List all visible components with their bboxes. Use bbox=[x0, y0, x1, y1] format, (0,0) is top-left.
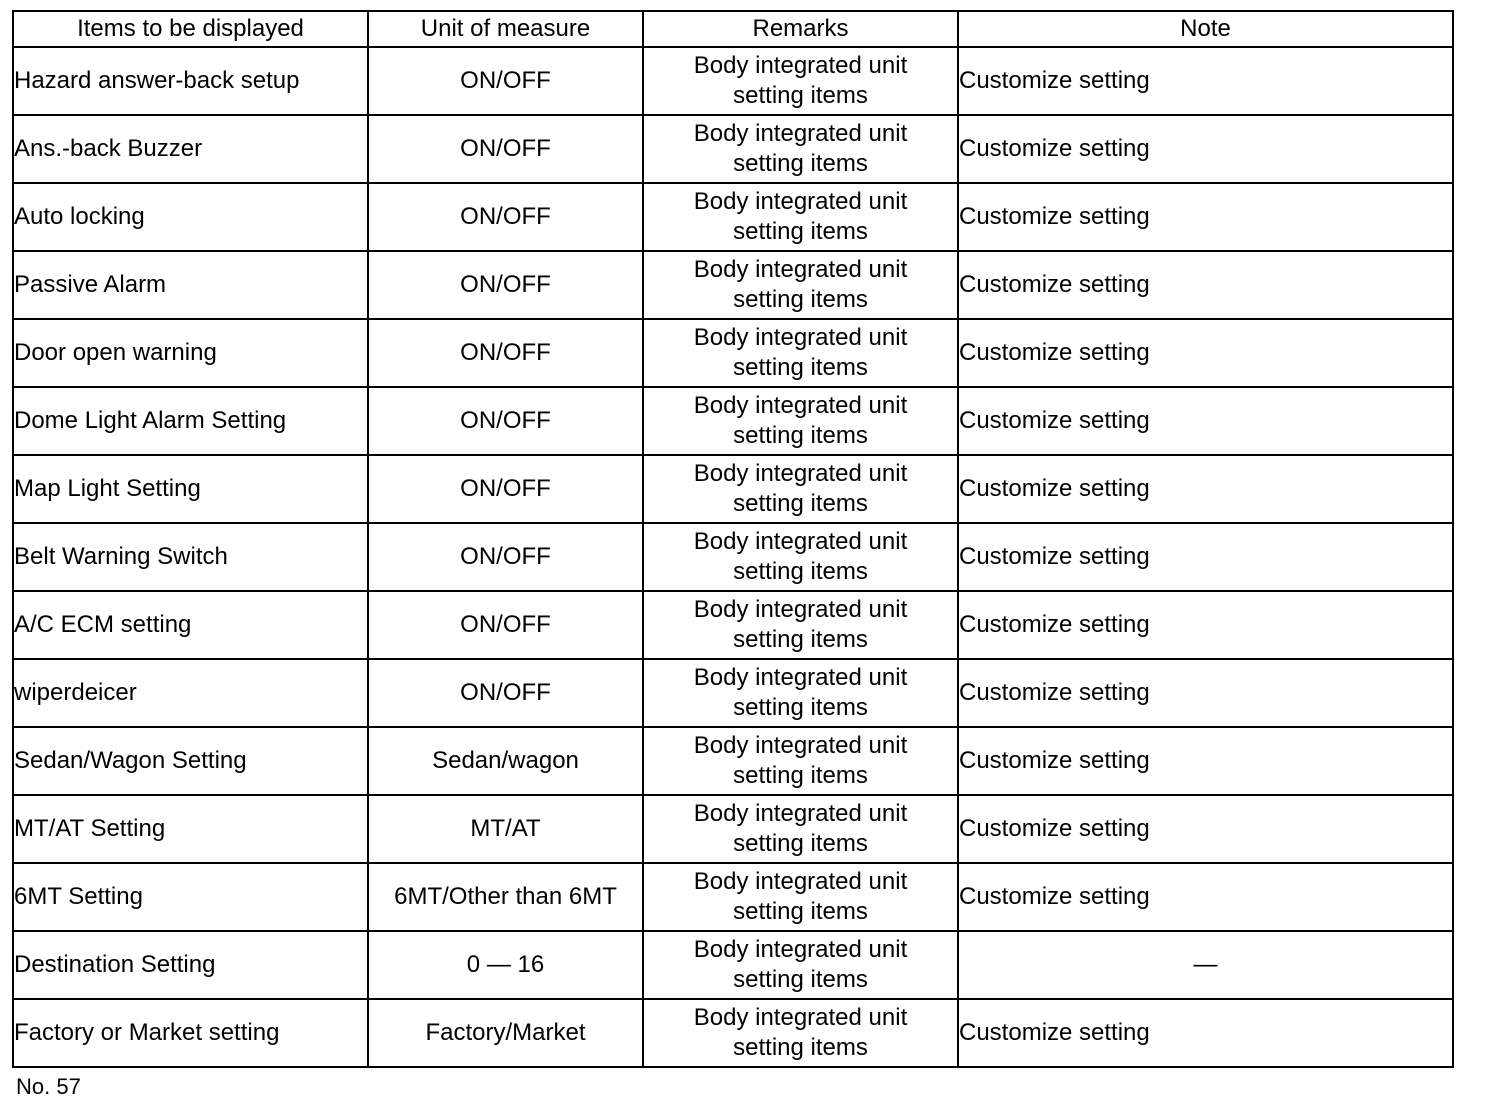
remark-line-1: Body integrated unit bbox=[693, 460, 908, 487]
item-cell: Sedan/Wagon Setting bbox=[13, 727, 368, 795]
header-note: Note bbox=[958, 11, 1453, 47]
table-row bbox=[13, 47, 1453, 115]
remark-line-2: setting items bbox=[733, 694, 868, 721]
note-cell: Customize setting bbox=[958, 999, 1453, 1067]
remark-line-1: Body integrated unit bbox=[693, 868, 908, 895]
remark-cell bbox=[643, 795, 958, 863]
table-row bbox=[13, 387, 1453, 455]
unit-cell: MT/AT bbox=[368, 795, 643, 863]
remark-line-1: Body integrated unit bbox=[693, 392, 908, 419]
unit-cell: Factory/Market bbox=[368, 999, 643, 1067]
remark-cell bbox=[643, 931, 958, 999]
header-remarks: Remarks bbox=[643, 11, 958, 47]
remark-cell bbox=[643, 523, 958, 591]
remark-line-1: Body integrated unit bbox=[693, 120, 908, 147]
table-header bbox=[13, 11, 1453, 47]
unit-cell: ON/OFF bbox=[368, 591, 643, 659]
remark-cell bbox=[643, 47, 958, 115]
item-cell: Destination Setting bbox=[13, 931, 368, 999]
note-cell: Customize setting bbox=[958, 659, 1453, 727]
table-row bbox=[13, 999, 1453, 1067]
remark-cell bbox=[643, 727, 958, 795]
note-cell: Customize setting bbox=[958, 455, 1453, 523]
remark-line-2: setting items bbox=[733, 82, 868, 109]
item-cell: 6MT Setting bbox=[13, 863, 368, 931]
unit-cell: Sedan/wagon bbox=[368, 727, 643, 795]
note-cell: — bbox=[958, 931, 1453, 999]
table-row bbox=[13, 659, 1453, 727]
table-row bbox=[13, 455, 1453, 523]
remark-line-2: setting items bbox=[733, 218, 868, 245]
remark-line-1: Body integrated unit bbox=[693, 52, 908, 79]
table-row bbox=[13, 591, 1453, 659]
table-row bbox=[13, 795, 1453, 863]
item-cell: MT/AT Setting bbox=[13, 795, 368, 863]
note-cell: Customize setting bbox=[958, 795, 1453, 863]
item-cell: Map Light Setting bbox=[13, 455, 368, 523]
table-row bbox=[13, 727, 1453, 795]
note-cell: Customize setting bbox=[958, 591, 1453, 659]
remark-line-2: setting items bbox=[733, 558, 868, 585]
note-cell: Customize setting bbox=[958, 387, 1453, 455]
header-items: Items to be displayed bbox=[13, 11, 368, 47]
customize-settings-table bbox=[12, 10, 1454, 1068]
remark-cell bbox=[643, 115, 958, 183]
item-cell: Ans.-back Buzzer bbox=[13, 115, 368, 183]
note-cell: Customize setting bbox=[958, 47, 1453, 115]
remark-line-2: setting items bbox=[733, 286, 868, 313]
remark-line-2: setting items bbox=[733, 762, 868, 789]
item-cell: Passive Alarm bbox=[13, 251, 368, 319]
unit-cell: ON/OFF bbox=[368, 659, 643, 727]
table-body bbox=[13, 47, 1453, 1067]
note-cell: Customize setting bbox=[958, 319, 1453, 387]
remark-cell bbox=[643, 863, 958, 931]
remark-line-2: setting items bbox=[733, 490, 868, 517]
remark-cell bbox=[643, 455, 958, 523]
remark-line-2: setting items bbox=[733, 830, 868, 857]
unit-cell: 0 — 16 bbox=[368, 931, 643, 999]
remark-cell bbox=[643, 999, 958, 1067]
item-cell: Factory or Market setting bbox=[13, 999, 368, 1067]
table-row bbox=[13, 251, 1453, 319]
note-cell: Customize setting bbox=[958, 863, 1453, 931]
table-row bbox=[13, 115, 1453, 183]
remark-cell bbox=[643, 591, 958, 659]
header-unit: Unit of measure bbox=[368, 11, 643, 47]
remark-line-1: Body integrated unit bbox=[693, 256, 908, 283]
remark-line-2: setting items bbox=[733, 898, 868, 925]
table-row bbox=[13, 863, 1453, 931]
table-row bbox=[13, 523, 1453, 591]
remark-line-1: Body integrated unit bbox=[693, 1004, 908, 1031]
item-cell: A/C ECM setting bbox=[13, 591, 368, 659]
table-row bbox=[13, 319, 1453, 387]
remark-line-1: Body integrated unit bbox=[693, 664, 908, 691]
table-row bbox=[13, 183, 1453, 251]
item-cell: Dome Light Alarm Setting bbox=[13, 387, 368, 455]
unit-cell: ON/OFF bbox=[368, 115, 643, 183]
note-cell: Customize setting bbox=[958, 183, 1453, 251]
item-cell: Belt Warning Switch bbox=[13, 523, 368, 591]
remark-cell bbox=[643, 251, 958, 319]
remark-line-1: Body integrated unit bbox=[693, 528, 908, 555]
remark-cell bbox=[643, 387, 958, 455]
unit-cell: ON/OFF bbox=[368, 387, 643, 455]
remark-line-2: setting items bbox=[733, 422, 868, 449]
unit-cell: ON/OFF bbox=[368, 183, 643, 251]
item-cell: wiperdeicer bbox=[13, 659, 368, 727]
unit-cell: ON/OFF bbox=[368, 319, 643, 387]
remark-line-2: setting items bbox=[733, 1034, 868, 1061]
footer-note: No. 57 bbox=[16, 1074, 81, 1099]
unit-cell: 6MT/Other than 6MT bbox=[368, 863, 643, 931]
remark-line-1: Body integrated unit bbox=[693, 800, 908, 827]
remark-line-1: Body integrated unit bbox=[693, 188, 908, 215]
remark-line-1: Body integrated unit bbox=[693, 732, 908, 759]
remark-line-1: Body integrated unit bbox=[693, 596, 908, 623]
unit-cell: ON/OFF bbox=[368, 455, 643, 523]
remark-line-1: Body integrated unit bbox=[693, 324, 908, 351]
remark-cell bbox=[643, 659, 958, 727]
item-cell: Auto locking bbox=[13, 183, 368, 251]
note-cell: Customize setting bbox=[958, 251, 1453, 319]
unit-cell: ON/OFF bbox=[368, 523, 643, 591]
item-cell: Door open warning bbox=[13, 319, 368, 387]
unit-cell: ON/OFF bbox=[368, 251, 643, 319]
note-cell: Customize setting bbox=[958, 727, 1453, 795]
remark-line-2: setting items bbox=[733, 966, 868, 993]
table-row bbox=[13, 931, 1453, 999]
item-cell: Hazard answer-back setup bbox=[13, 47, 368, 115]
remark-cell bbox=[643, 319, 958, 387]
remark-line-1: Body integrated unit bbox=[693, 936, 908, 963]
remark-line-2: setting items bbox=[733, 354, 868, 381]
note-cell: Customize setting bbox=[958, 523, 1453, 591]
header-row bbox=[13, 11, 1453, 47]
unit-cell: ON/OFF bbox=[368, 47, 643, 115]
remark-line-2: setting items bbox=[733, 626, 868, 653]
note-cell: Customize setting bbox=[958, 115, 1453, 183]
remark-line-2: setting items bbox=[733, 150, 868, 177]
remark-cell bbox=[643, 183, 958, 251]
